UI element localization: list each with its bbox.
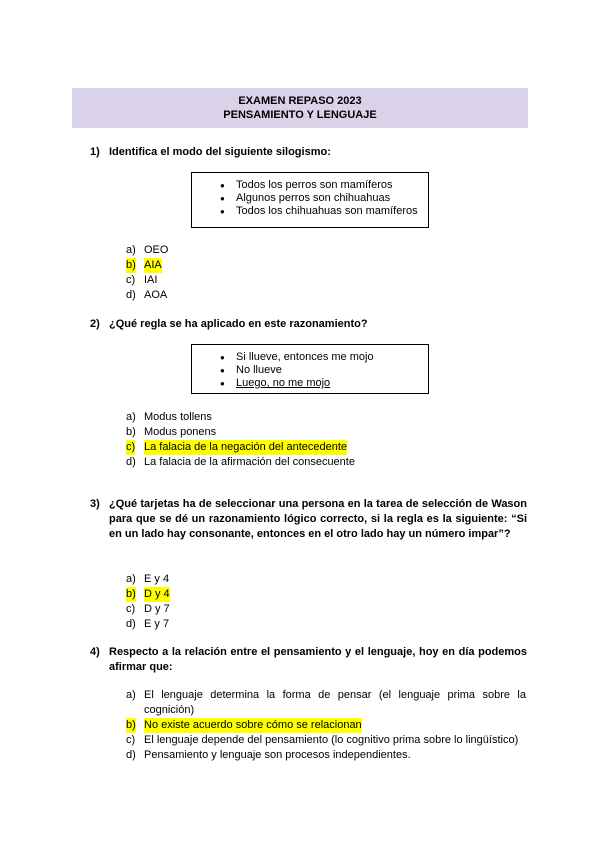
question-text: ¿Qué regla se ha aplicado en este razonamiento? xyxy=(109,318,368,330)
reasoning-box xyxy=(191,344,429,394)
exam-title: EXAMEN REPASO 2023 xyxy=(238,95,362,107)
question-text: Respecto a la relación entre el pensamiento y el lenguaje, hoy en día podemos afirmar que: xyxy=(109,646,527,673)
premise-1: ● Todos los perros son mamíferos xyxy=(236,179,428,192)
conclusion-text: Luego, no me mojo xyxy=(236,377,331,389)
question-number: 1) xyxy=(90,146,100,158)
question-text: ¿Qué tarjetas ha de seleccionar una persona en la tarea de selección de Wason para que se dé un razonamiento lógico correcto, si la regla es la siguiente: “Si en un lado hay consonante, entonces en el otro lado hay un número impar”? xyxy=(109,498,527,540)
premise-2: ● Algunos perros son chihuahuas xyxy=(236,192,428,205)
exam-header xyxy=(72,88,528,128)
conclusion: ● Todos los chihuahuas son mamíferos xyxy=(236,205,428,218)
question-text: Identifica el modo del siguiente silogismo: xyxy=(109,146,331,158)
question-number: 3) xyxy=(90,498,100,510)
premise-2: ● No llueve xyxy=(236,364,428,377)
exam-subtitle: PENSAMIENTO Y LENGUAJE xyxy=(223,109,377,121)
conclusion xyxy=(236,377,428,390)
question-number: 2) xyxy=(90,318,100,330)
question-number: 4) xyxy=(90,646,100,658)
premise-1: ● Si llueve, entonces me mojo xyxy=(236,351,428,364)
syllogism-box xyxy=(191,172,429,228)
